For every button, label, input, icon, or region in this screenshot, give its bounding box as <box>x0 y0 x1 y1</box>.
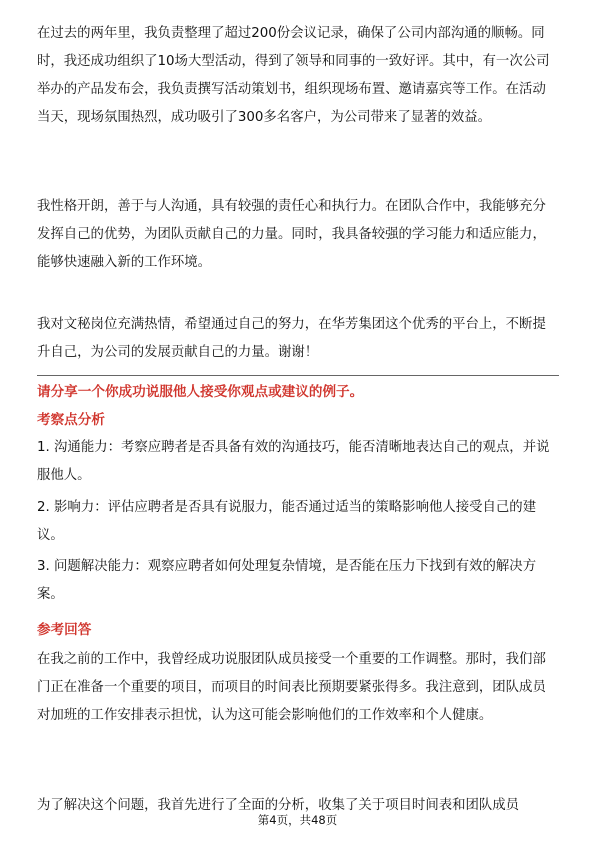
paragraph-personality: 我性格开朗，善于与人沟通，具有较强的责任心和执行力。在团队合作中，我能够充分发挥自己的优势，为团队贡献自己的力量。同时，我具备较强的学习能力和适应能力，能够快速融入新的工作环境。 <box>37 199 546 270</box>
answer-paragraph-1: 在我之前的工作中，我曾经成功说服团队成员接受一个重要的工作调整。那时，我们部门正在准备一个重要的项目，而项目的时间表比预期要紧张得多。我注意到，团队成员对加班的工作安排表示担忧，认为这可能会影响他们的工作效率和个人健康。 <box>37 652 546 723</box>
paragraph-closing: 我对文秘岗位充满热情，希望通过自己的努力，在华芳集团这个优秀的平台上，不断提升自己，为公司的发展贡献自己的力量。谢谢！ <box>37 317 546 360</box>
section-divider <box>37 375 559 376</box>
analysis-point-3: 3. 问题解决能力：观察应聘者如何处理复杂情境，是否能在压力下找到有效的解决方案。 <box>37 559 537 602</box>
analysis-heading: 考察点分析 <box>37 412 105 428</box>
page-number: 第4页，共48页 <box>257 813 338 827</box>
analysis-point-1: 1. 沟通能力：考察应聘者是否具备有效的沟通技巧，能否清晰地表达自己的观点，并说服他人。 <box>37 440 550 483</box>
analysis-point-2: 2. 影响力：评估应聘者是否具有说服力，能否通过适当的策略影响他人接受自己的建议。 <box>37 500 537 543</box>
answer-paragraph-2: 为了解决这个问题，我首先进行了全面的分析，收集了关于项目时间表和团队成员 <box>37 798 520 813</box>
question-title: 请分享一个你成功说服他人接受你观点或建议的例子。 <box>37 384 364 400</box>
paragraph-experience: 在过去的两年里，我负责整理了超过200份会议记录，确保了公司内部沟通的顺畅。同时，我还成功组织了10场大型活动，得到了领导和同事的一致好评。其中，有一次公司举办的产品发布会，我负责撰写活动策划书，组织现场布置、邀请嘉宾等工作。在活动当天，现场氛围热烈，成功吸引了300多名客户，为公司带来了显著的效益。 <box>37 26 550 125</box>
reference-heading: 参考回答 <box>37 622 92 638</box>
